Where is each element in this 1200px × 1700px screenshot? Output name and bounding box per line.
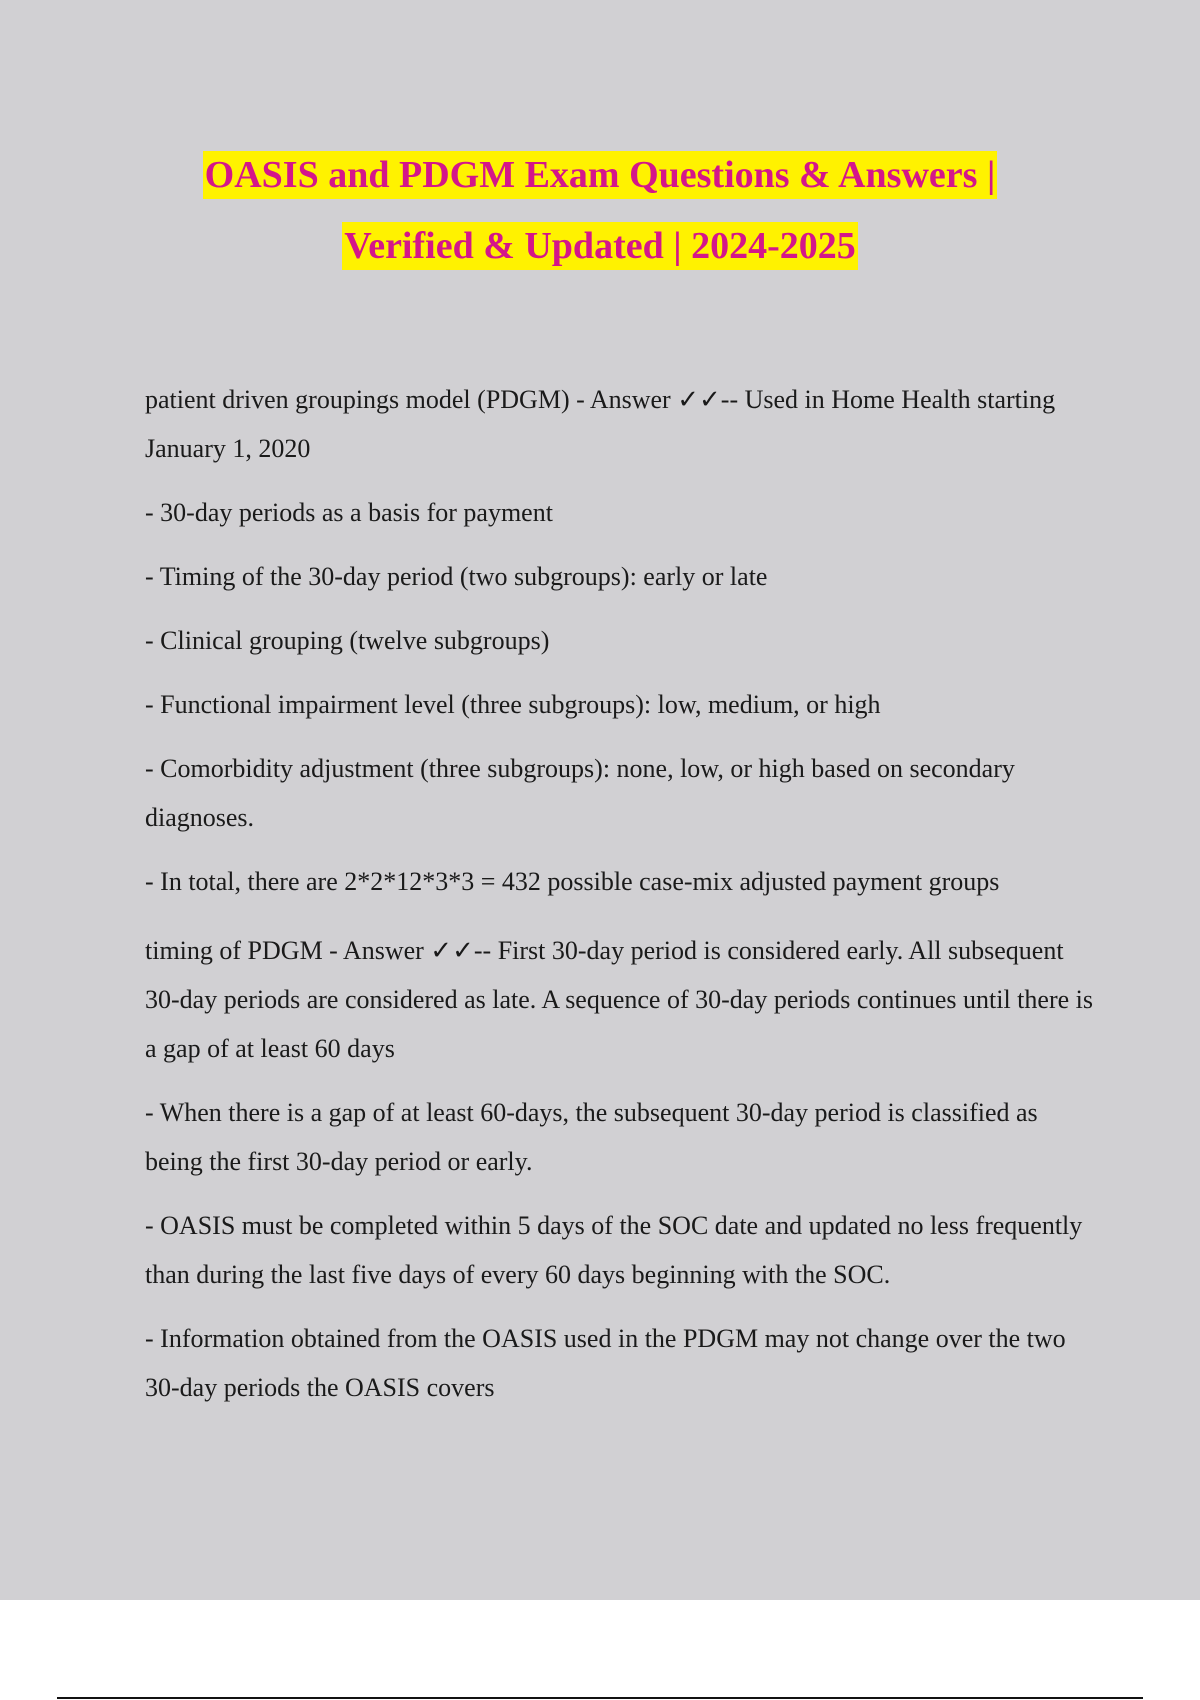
question-term: patient driven groupings model (PDGM) -	[145, 385, 590, 414]
answer-text: First 30-day period is considered early. All subsequent 30-day periods are considered as late. A sequence of 30-day periods continues until there is a gap of at least 60 days	[145, 936, 1093, 1063]
page-bottom-divider	[57, 1697, 1143, 1699]
answer-marker: Answer ✓✓--	[589, 385, 745, 414]
bullet-item: - Timing of the 30-day period (two subgroups): early or late	[145, 562, 768, 591]
bullet-item: - Functional impairment level (three subgroups): low, medium, or high	[145, 690, 881, 719]
answer-marker: Answer ✓✓--	[342, 936, 498, 965]
question-paragraph	[145, 375, 1095, 473]
bullet-item: - Comorbidity adjustment (three subgroups): none, low, or high based on secondary diagnoses.	[145, 754, 1015, 832]
question-term: timing of PDGM -	[145, 936, 343, 965]
bullet-item: - Clinical grouping (twelve subgroups)	[145, 626, 550, 655]
title-line-2: Verified & Updated | 2024-2025	[342, 222, 858, 270]
bullet-item: - OASIS must be completed within 5 days of the SOC date and updated no less frequently than during the last five days of every 60 days beginning with the SOC.	[145, 1211, 1083, 1289]
question-paragraph	[145, 926, 1095, 1073]
bullet-item: - 30-day periods as a basis for payment	[145, 498, 553, 527]
bullet-item: - When there is a gap of at least 60-days, the subsequent 30-day period is classified as being the first 30-day period or early.	[145, 1098, 1038, 1176]
document-title	[0, 140, 1200, 282]
bullet-item: - Information obtained from the OASIS used in the PDGM may not change over the two 30-day periods the OASIS covers	[145, 1324, 1066, 1402]
answer-text: Used in Home Health starting January 1, 2020	[145, 385, 1056, 463]
bullet-item: - In total, there are 2*2*12*3*3 = 432 possible case-mix adjusted payment groups	[145, 867, 1000, 896]
document-body	[145, 375, 1095, 1427]
title-line-1: OASIS and PDGM Exam Questions & Answers |	[203, 151, 998, 199]
